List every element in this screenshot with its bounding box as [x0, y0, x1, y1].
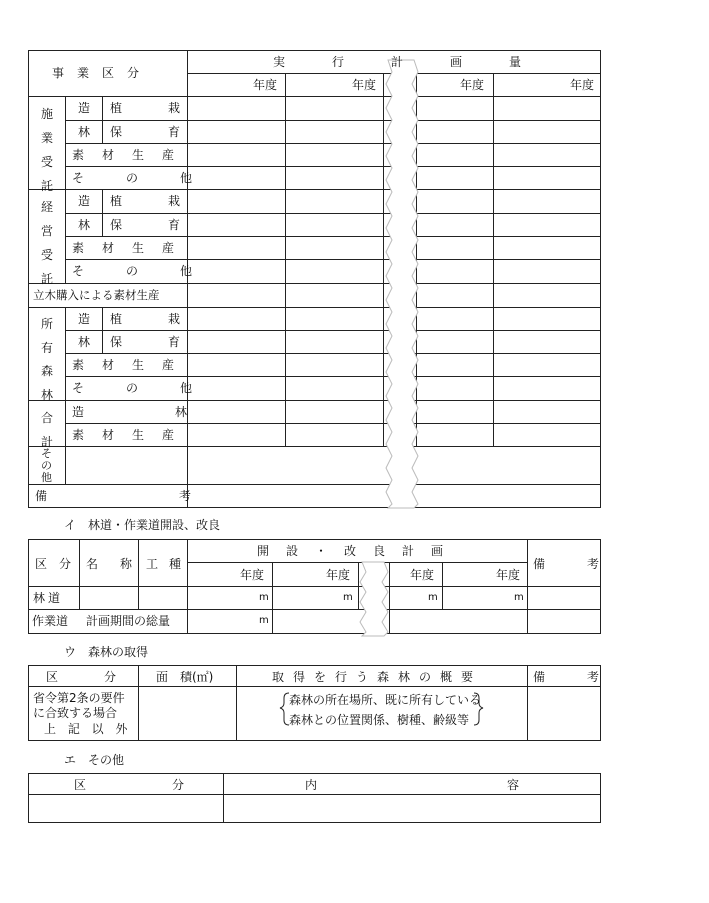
- e-col-naiyo: 内容: [305, 778, 709, 792]
- work-hoiku-1: 保育: [110, 125, 227, 139]
- sub-rin-1: 林: [78, 125, 91, 139]
- i-total-label: 計画期間の総量: [86, 614, 171, 628]
- work-zorin-total: 造林: [72, 405, 279, 419]
- work-sozai-1: 素材生産: [72, 148, 193, 162]
- work-shokusai-2: 植栽: [110, 194, 227, 208]
- i-year-1: 年度: [240, 568, 265, 582]
- u-summary-line-2: 森林との位置関係、樹種、齢級等: [289, 713, 470, 727]
- u-col-kubun: 区分: [46, 670, 163, 684]
- remarks-row-label: 備考: [35, 489, 324, 503]
- u-summary-line-1: 森林の所在場所、既に所有している: [289, 693, 482, 707]
- i-unit-m-total: m: [259, 615, 269, 626]
- i-year-4: 年度: [496, 568, 521, 582]
- i-col-biko: 備考: [533, 557, 642, 571]
- work-hoiku-3: 保育: [110, 335, 227, 349]
- i-year-3: 年度: [410, 568, 435, 582]
- i-col-kubun: 区分: [35, 557, 84, 571]
- year-header-2: 年度: [352, 78, 377, 92]
- section-u-heading: ウ 森林の取得: [64, 645, 149, 659]
- standing-timber-row: 立木購入による素材生産: [33, 288, 160, 302]
- work-sonota-3: その他: [72, 381, 235, 395]
- sub-zo-1: 造: [78, 101, 91, 115]
- i-year-2: 年度: [326, 568, 351, 582]
- year-header-1: 年度: [253, 78, 278, 92]
- sub-rin-3: 林: [78, 335, 91, 349]
- work-sonota-1: その他: [72, 171, 235, 185]
- group-shoyu-shinrin: 所有森林: [41, 317, 54, 402]
- sub-zo-3: 造: [78, 312, 91, 326]
- i-col-plan: 開設・改良計画: [257, 544, 461, 558]
- sub-zo-2: 造: [78, 194, 91, 208]
- work-sozai-2: 素材生産: [72, 241, 193, 255]
- i-unit-m-3: m: [428, 592, 438, 603]
- other-row-label: その他: [41, 447, 52, 484]
- work-shokusai-1: 植栽: [110, 101, 227, 115]
- u-row-label-3: 上 記 以 外: [44, 722, 132, 736]
- group-gokei: 合計: [41, 411, 54, 449]
- work-hoiku-2: 保育: [110, 218, 227, 232]
- work-shokusai-3: 植栽: [110, 312, 227, 326]
- group-keiei-itaku: 経営受託: [41, 200, 54, 286]
- section-e-heading: エ その他: [64, 753, 125, 767]
- sub-rin-2: 林: [78, 218, 91, 232]
- u-row-label-2: に合致する場合: [33, 706, 118, 720]
- header-category: 事業区分: [52, 66, 153, 80]
- work-sozai-total: 素材生産: [72, 428, 193, 442]
- i-col-koshu: 工種: [146, 557, 193, 571]
- u-row-label-1: 省令第2条の要件: [33, 691, 125, 705]
- group-shigyo-itaku: 施業受託: [41, 107, 54, 193]
- u-col-area: 面 積(㎡): [156, 670, 214, 684]
- i-unit-m-1: m: [259, 592, 269, 603]
- i-unit-m-2: m: [343, 592, 353, 603]
- work-sonota-2: その他: [72, 264, 235, 278]
- year-header-4: 年度: [570, 78, 595, 92]
- year-header-3: 年度: [460, 78, 485, 92]
- i-unit-m-4: m: [514, 592, 524, 603]
- u-col-biko: 備考: [533, 670, 642, 684]
- e-col-kubun: 区分: [74, 778, 271, 792]
- header-plan: 実行計画量: [273, 55, 569, 69]
- u-col-summary: 取得を行う森林の概要: [272, 670, 483, 684]
- i-row-sagyodo: 作業道: [32, 614, 69, 628]
- i-col-meisho: 名称: [86, 557, 155, 571]
- work-sozai-3: 素材生産: [72, 358, 193, 372]
- i-row-rindo: 林道: [33, 591, 64, 605]
- section-i-heading: イ 林道・作業道開設、改良: [64, 518, 221, 532]
